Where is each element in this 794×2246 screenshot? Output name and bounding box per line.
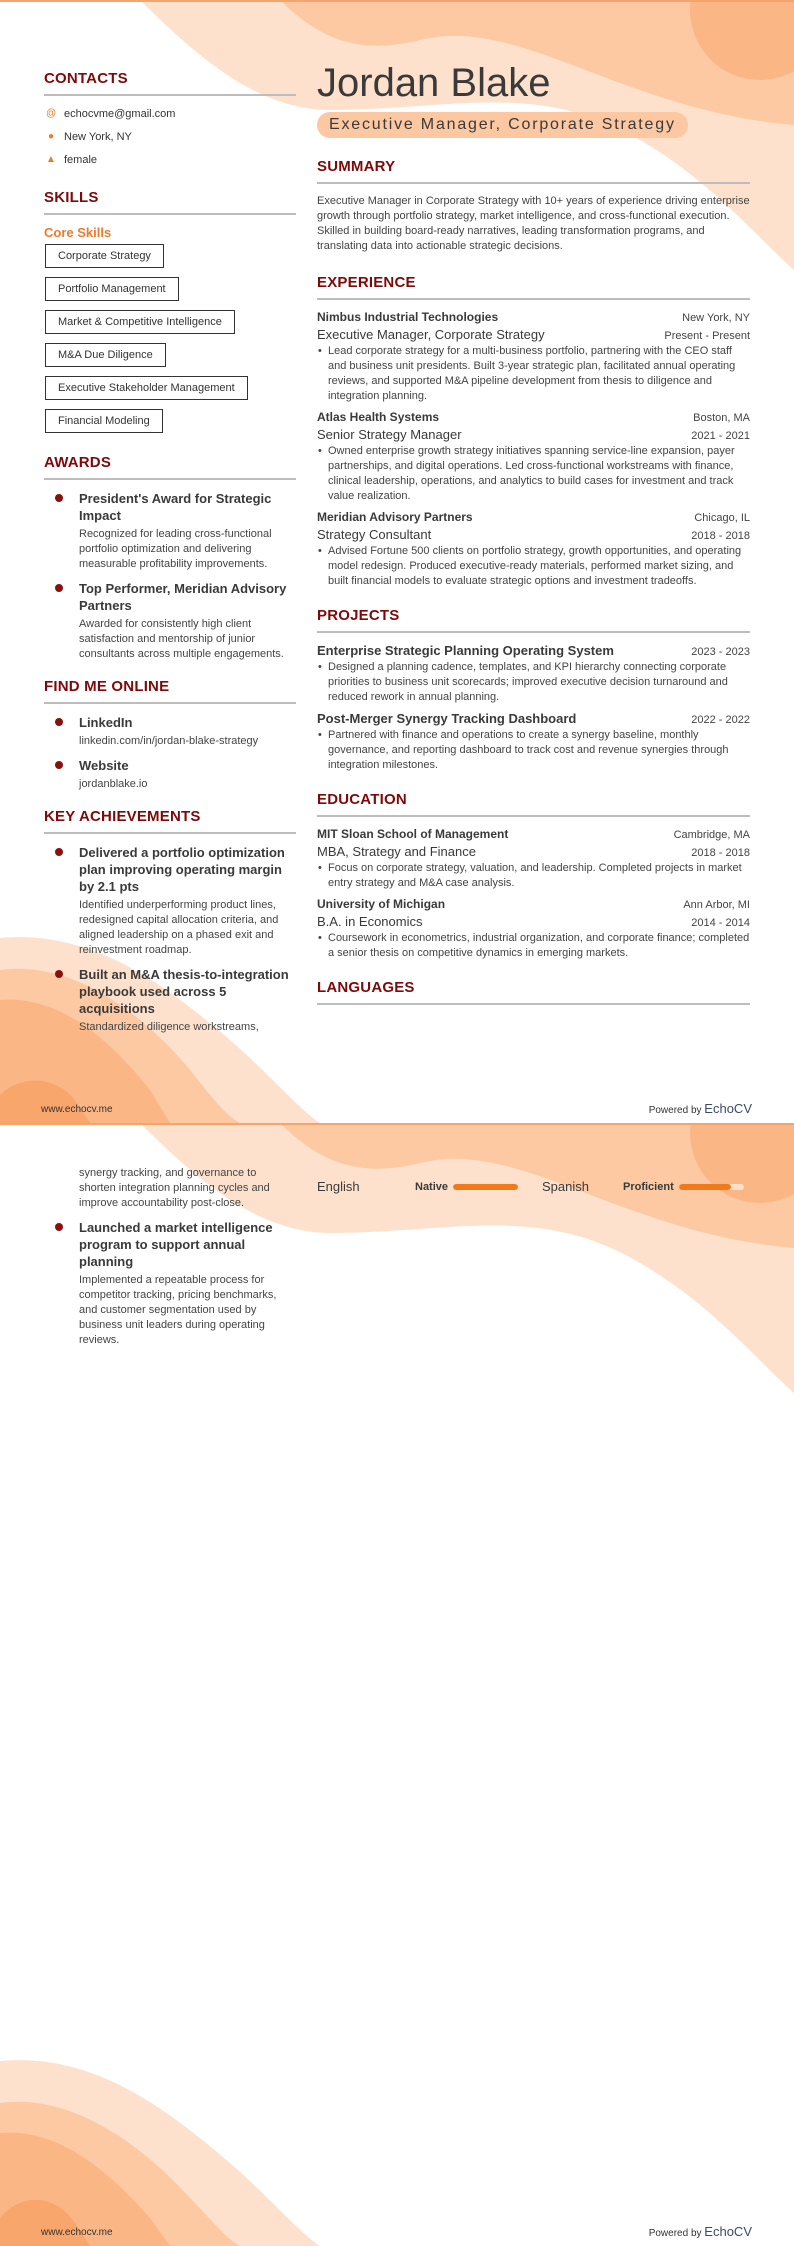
language-item-spanish (542, 1179, 744, 1194)
skill-tag: Corporate Strategy (45, 244, 164, 268)
school-name: MIT Sloan School of Management (317, 827, 509, 841)
summary-section (317, 158, 750, 254)
person-icon: ▲ (46, 154, 56, 165)
achievement-desc: Implemented a repeatable process for competitor tracking, pricing benchmarks, and customer segmentation used by business unit leaders during operating reviews. (79, 1274, 277, 1346)
project-title: Post-Merger Synergy Tracking Dashboard (317, 711, 577, 726)
achievement-item (44, 844, 296, 958)
contact-email[interactable] (46, 106, 296, 121)
section-title-projects: PROJECTS (317, 607, 750, 633)
powered-by-label: Powered by (648, 2228, 702, 2239)
website-link[interactable]: jordanblake.io (79, 778, 148, 790)
experience-entry (317, 410, 750, 504)
job-title: Senior Strategy Manager (317, 427, 462, 442)
contact-gender-text: female (64, 153, 98, 166)
job-dates: Present - Present (664, 330, 750, 342)
section-title-achievements: KEY ACHIEVEMENTS (44, 808, 296, 834)
location-pin-icon: ● (47, 131, 55, 142)
language-name: Spanish (542, 1179, 589, 1194)
bar-fill (453, 1184, 518, 1190)
project-entry (317, 711, 750, 773)
experience-entry (317, 310, 750, 404)
resume-page-2 (0, 1123, 794, 2246)
award-item (44, 490, 296, 572)
bullet-dot-icon (55, 970, 63, 978)
award-title: President's Award for Strategic Impact (79, 491, 272, 523)
top-accent-line (0, 0, 794, 2)
job-bullet: • Lead corporate strategy for a multi-business portfolio, partnering with the CEO staff and business unit presidents. Built 3-year strategic plan, facilitated annual operating reviews, and supported M&A pipeline development from thesis to diligence and integration planning. (317, 344, 750, 404)
company-name: Nimbus Industrial Technologies (317, 310, 499, 324)
school-location: Ann Arbor, MI (683, 899, 750, 911)
language-proficiency-bar (453, 1184, 518, 1190)
bullet-dot-icon (55, 1223, 63, 1231)
footer-powered-by (649, 2224, 752, 2239)
section-title-awards: AWARDS (44, 454, 296, 480)
left-column-continued (44, 1166, 296, 1356)
contacts-section (44, 70, 296, 167)
job-dates: 2018 - 2018 (691, 530, 750, 542)
language-level: Proficient (623, 1180, 674, 1193)
linkedin-link[interactable]: linkedin.com/in/jordan-blake-strategy (79, 735, 259, 747)
bullet-dot-icon (55, 848, 63, 856)
left-column (44, 70, 296, 1043)
bar-fill (679, 1184, 731, 1190)
job-bullet: • Advised Fortune 500 clients on portfolio strategy, growth opportunities, and operating model redesign. Produced executive-ready materials, performed market sizing, and built financial models to evaluate strategic options and investment tradeoffs. (317, 544, 750, 589)
experience-entry (317, 510, 750, 589)
bullet-dot-icon (55, 761, 63, 769)
languages-section (317, 979, 750, 1005)
project-title: Enterprise Strategic Planning Operating System (317, 643, 614, 658)
footer-powered-by (649, 1101, 752, 1116)
summary-text: Executive Manager in Corporate Strategy with 10+ years of experience driving enterprise growth through portfolio strategy, market intelligence, and cross-functional execution. Skilled in building board-ready narratives, leading transformation programs, and translating data into actionable strategic decisions. (317, 195, 750, 252)
skill-tag: Executive Stakeholder Management (45, 376, 248, 400)
project-dates: 2022 - 2022 (691, 714, 750, 726)
achievement-desc: synergy tracking, and governance to shorten integration planning cycles and improve accountability post-close. (79, 1167, 270, 1209)
education-bullet: • Focus on corporate strategy, valuation, and leadership. Completed projects in market entry strategy and M&A case analysis. (317, 861, 750, 891)
powered-by-label: Powered by (648, 1105, 702, 1116)
experience-section (317, 274, 750, 589)
skill-tag: Market & Competitive Intelligence (45, 310, 235, 334)
online-label: Website (79, 758, 129, 773)
online-label: LinkedIn (79, 715, 133, 730)
education-entry (317, 897, 750, 961)
section-title-education: EDUCATION (317, 791, 750, 817)
footer-site-link[interactable]: www.echocv.me (41, 1104, 113, 1115)
award-title: Top Performer, Meridian Advisory Partners (79, 581, 287, 613)
school-location: Cambridge, MA (673, 829, 750, 841)
achievement-desc: Identified underperforming product lines, redesigned capital allocation criteria, and aligned leadership on a phased exit and reinvestment roadmap. (79, 899, 279, 956)
bullet-dot-icon (55, 718, 63, 726)
degree: B.A. in Economics (317, 914, 423, 929)
project-dates: 2023 - 2023 (691, 646, 750, 658)
award-desc: Awarded for consistently high client satisfaction and mentorship of junior consultants across multiple engagements. (79, 618, 284, 660)
awards-section (44, 454, 296, 662)
footer-site-link[interactable]: www.echocv.me (41, 2227, 113, 2238)
degree: MBA, Strategy and Finance (317, 844, 476, 859)
project-bullet: • Partnered with finance and operations to create a synergy baseline, monthly governance, and reporting dashboard to track cost and revenue synergies through integration milestones. (317, 728, 750, 773)
company-name: Atlas Health Systems (317, 410, 440, 424)
contact-email-text: echocvme@gmail.com (64, 107, 176, 120)
company-name: Meridian Advisory Partners (317, 510, 473, 524)
achievement-item-continued (44, 1166, 296, 1211)
job-title: Executive Manager, Corporate Strategy (317, 327, 545, 342)
skills-section (44, 189, 296, 442)
award-desc: Recognized for leading cross-functional portfolio optimization and delivering measurable profitability improvements. (79, 528, 272, 570)
project-entry (317, 643, 750, 705)
company-location: Boston, MA (693, 412, 750, 424)
job-dates: 2021 - 2021 (691, 430, 750, 442)
brand-name: EchoCV (704, 2224, 752, 2239)
contact-location-text: New York, NY (64, 130, 132, 143)
bullet-dot-icon (55, 584, 63, 592)
right-column (317, 60, 750, 1015)
language-proficiency-bar (679, 1184, 744, 1190)
at-icon: @ (46, 108, 57, 119)
education-entry (317, 827, 750, 891)
job-bullet: • Owned enterprise growth strategy initiatives spanning service-line expansion, payer partnerships, and digital operations. Led cross-functional workstreams with finance, clinical leadership, operations, and analytics to build cases for investment and track value realization. (317, 444, 750, 504)
achievement-title: Built an M&A thesis-to-integration playbook used across 5 acquisitions (79, 967, 289, 1016)
section-title-skills: SKILLS (44, 189, 296, 215)
achievement-item (44, 1219, 296, 1348)
brand-name: EchoCV (704, 1101, 752, 1116)
job-title: Strategy Consultant (317, 527, 432, 542)
skill-tag: Portfolio Management (45, 277, 179, 301)
section-title-online: FIND ME ONLINE (44, 678, 296, 704)
education-section (317, 791, 750, 961)
candidate-name: Jordan Blake (317, 61, 551, 105)
education-dates: 2018 - 2018 (691, 847, 750, 859)
achievement-title: Launched a market intelligence program to support annual planning (79, 1220, 273, 1269)
school-name: University of Michigan (317, 897, 446, 911)
bullet-dot-icon (55, 494, 63, 502)
languages-list (317, 1179, 750, 1194)
project-bullet: • Designed a planning cadence, templates, and KPI hierarchy connecting corporate priorities to business unit scorecards; improved executive decision turnaround and reduced rework in annual planning. (317, 660, 750, 705)
education-dates: 2014 - 2014 (691, 917, 750, 929)
education-bullet: • Coursework in econometrics, industrial organization, and corporate finance; completed a senior thesis on competitive dynamics in emerging markets. (317, 931, 750, 961)
skills-group-title: Core Skills (44, 225, 112, 240)
section-title-summary: SUMMARY (317, 158, 750, 184)
section-title-languages: LANGUAGES (317, 979, 750, 1005)
top-accent-line (0, 1123, 794, 1125)
online-item-website (44, 757, 296, 792)
skill-tag: M&A Due Diligence (45, 343, 166, 367)
achievement-desc: Standardized diligence workstreams, (79, 1021, 259, 1033)
section-title-experience: EXPERIENCE (317, 274, 750, 300)
company-location: Chicago, IL (694, 512, 750, 524)
award-item (44, 580, 296, 662)
candidate-headline: Executive Manager, Corporate Strategy (317, 112, 688, 138)
company-location: New York, NY (682, 312, 750, 324)
language-item-english (317, 1179, 542, 1194)
contact-gender (46, 152, 296, 167)
achievements-section (44, 808, 296, 1035)
achievement-title: Delivered a portfolio optimization plan improving operating margin by 2.1 pts (79, 845, 285, 894)
online-section (44, 678, 296, 792)
language-name: English (317, 1179, 360, 1194)
achievement-item (44, 966, 296, 1035)
skill-tag: Financial Modeling (45, 409, 163, 433)
projects-section (317, 607, 750, 773)
section-title-contacts: CONTACTS (44, 70, 296, 96)
online-item-linkedin (44, 714, 296, 749)
language-level: Native (415, 1180, 449, 1193)
contact-location (46, 129, 296, 144)
